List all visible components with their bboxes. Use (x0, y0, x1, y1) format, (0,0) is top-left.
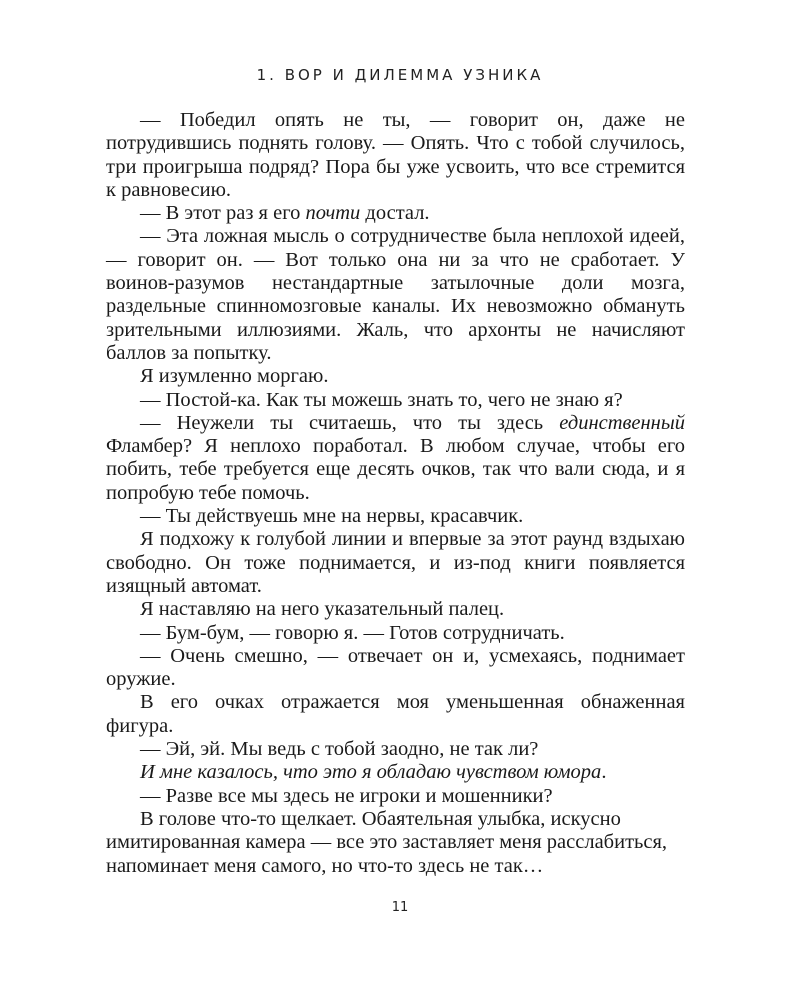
text-run: — Бум-бум, — говорю я. — Готов сотрудничать. (140, 621, 565, 644)
paragraph (106, 622, 685, 645)
paragraph (106, 225, 685, 365)
text-run: В его очках отражается моя уменьшенная обнаженная фигура. (106, 691, 685, 737)
paragraph (106, 785, 685, 808)
paragraph (106, 109, 685, 202)
text-run: В голове что-то щелкает. Обаятельная улыбка, искусно имитированная камера — все это заставляет меня расслабиться, напоминает меня самого, но что-то здесь не так… (106, 807, 668, 877)
paragraph (106, 202, 685, 225)
text-run: — Ты действуешь мне на нервы, красавчик. (140, 505, 524, 528)
text-run: — Победил опять не ты, — говорит он, даже не потрудившись поднять голову. — Опять. Что с тобой случилось, три проигрыша подряд? Пора бы уже усвоить, что все стремится к равновесию. (106, 109, 685, 201)
page-number: 11 (391, 900, 409, 915)
paragraph (106, 365, 685, 388)
text-run: . (601, 761, 607, 784)
paragraph (106, 761, 685, 784)
text-run: — Эй, эй. Мы ведь с тобой заодно, не так ли? (140, 738, 539, 761)
text-run: — Неужели ты считаешь, что ты здесь (140, 411, 560, 434)
text-run: — Постой-ка. Как ты можешь знать то, чего не знаю я? (140, 388, 623, 411)
running-head: 1. ВОР И ДИЛЕММА УЗНИКА (256, 66, 544, 84)
text-run: Я подхожу к голубой линии и впервые за этот раунд вздыхаю свободно. Он тоже поднимается, и из-под книги появляется изящный автомат. (106, 528, 685, 597)
text-run: — Эта ложная мысль о сотрудничестве была неплохой идеей, — говорит он. — Вот только она ни за что не сработает. У воинов-разумов нестандартные затылочные доли мозга, раздельные спинномозговые каналы. Их невозможно обмануть зрительными иллюзиями. Жаль, что архонты не начисляют баллов за попытку. (106, 225, 685, 364)
emphasis: почти (305, 202, 361, 225)
text-run: — Очень смешно, — отвечает он и, усмехаясь, поднимает оружие. (106, 644, 685, 691)
paragraph (106, 412, 685, 505)
text-run: Я изумленно моргаю. (140, 365, 329, 388)
text-run: Фламбер? Я неплохо поработал. В любом случае, чтобы его побить, тебе требуется еще десять очков, так что вали сюда, и я попробую тебе помочь. (106, 435, 685, 504)
text-run: достал. (360, 202, 430, 225)
emphasis: единственный (559, 411, 685, 434)
paragraph (106, 389, 685, 412)
emphasis: И мне казалось, что это я обладаю чувством юмора (140, 761, 602, 784)
paragraph (106, 528, 685, 598)
text-run: — В этот раз я его (140, 202, 306, 225)
body-text (106, 109, 685, 878)
paragraph (106, 505, 685, 528)
paragraph (106, 738, 685, 761)
text-run: Я наставляю на него указательный палец. (140, 598, 505, 621)
paragraph (106, 598, 685, 621)
paragraph (106, 691, 685, 738)
paragraph (106, 808, 685, 878)
text-run: — Разве все мы здесь не игроки и мошенники? (140, 784, 553, 807)
paragraph (106, 645, 685, 692)
